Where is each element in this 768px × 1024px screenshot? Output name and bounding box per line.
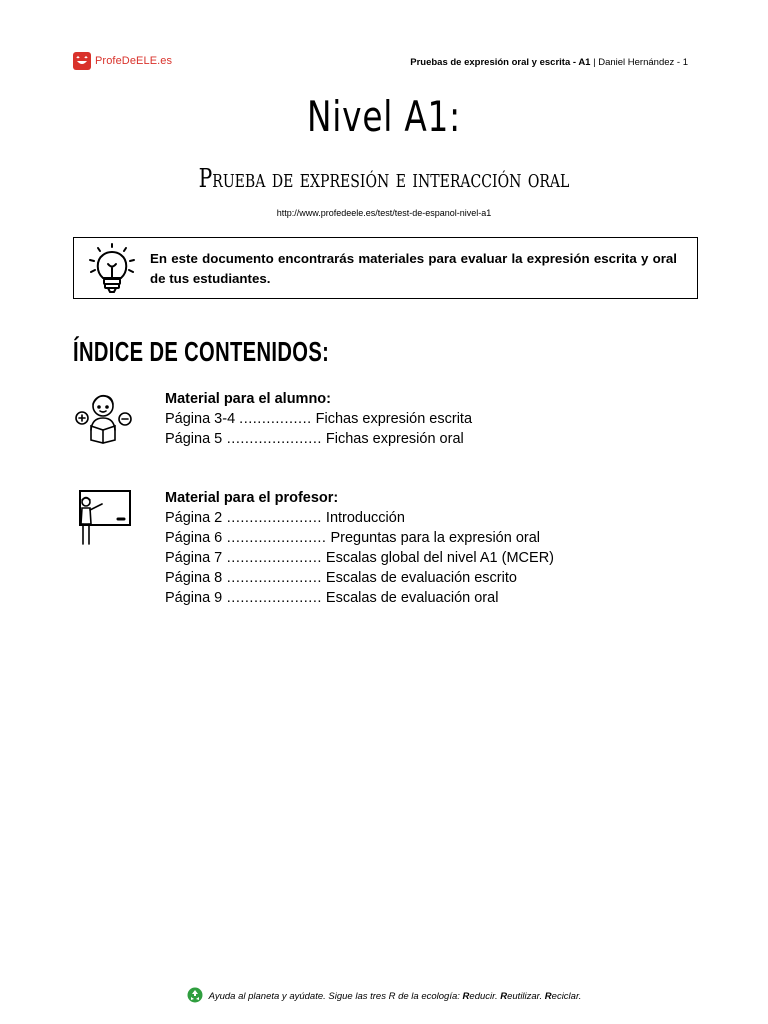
item-page: Página 9 [165,590,223,606]
item-leader: ..................... [222,431,322,447]
list-item[interactable] [165,588,554,608]
site-logo[interactable] [73,52,172,70]
footer-note [0,987,768,1006]
teacher-blackboard-icon [74,488,134,553]
item-label: Preguntas para la expresión oral [326,530,541,546]
document-info [410,57,688,68]
item-page: Página 5 [165,431,223,447]
item-leader: ..................... [222,510,322,526]
item-label: Escalas de evaluación oral [321,590,499,606]
list-item[interactable] [165,429,472,449]
footer-w2: eutilizar. [507,991,545,1003]
item-page: Página 6 [165,530,223,546]
logo-text: ProfeDeELE.es [95,55,173,67]
item-label: Introducción [321,510,405,526]
page-subtitle: Prueba de expresión e interacción oral [198,164,570,194]
footer-w1: educir. [469,991,501,1003]
item-leader: ..................... [222,570,322,586]
item-label: Escalas de evaluación escrito [321,570,517,586]
footer-r2: R [500,991,508,1003]
item-leader: ..................... [222,550,322,566]
list-item[interactable] [165,528,554,548]
item-label: Fichas expresión oral [321,431,464,447]
info-text: En este documento encontrarás materiales para evaluar la expresión escrita y oral de tus estudiantes. [150,251,677,286]
document-info-title: Pruebas de expresión oral y escrita - A1 [410,57,591,68]
source-url[interactable]: http://www.profedeele.es/test/test-de-espanol-nivel-a1 [276,208,492,218]
student-materials [165,389,472,449]
item-label: Fichas expresión escrita [311,411,473,427]
item-page: Página 2 [165,510,223,526]
document-info-author: | Daniel Hernández - 1 [590,57,688,68]
item-page: Página 7 [165,550,223,566]
item-page: Página 3-4 [165,411,240,427]
recycle-icon [187,987,203,1006]
info-box [73,237,698,299]
list-item[interactable] [165,548,554,568]
list-item[interactable] [165,508,554,528]
footer-w3: eciclar. [551,991,582,1003]
smile-logo-icon [73,52,91,70]
item-leader: ................ [239,411,312,427]
teacher-materials-heading: Material para el profesor: [165,490,339,506]
teacher-materials [165,488,554,608]
list-item[interactable] [165,568,554,588]
lightbulb-icon [86,242,138,301]
item-leader: ...................... [222,530,327,546]
item-page: Página 8 [165,570,223,586]
student-materials-heading: Material para el alumno: [165,391,331,407]
page-title: Nivel A1: [307,92,461,141]
index-title: ÍNDICE DE CONTENIDOS: [73,336,330,367]
footer-r1: R [462,991,470,1003]
item-label: Escalas global del nivel A1 (MCER) [321,550,554,566]
footer-r3: R [544,991,552,1003]
item-leader: ..................... [222,590,322,606]
footer-prefix: Ayuda al planeta y ayúdate. Sigue las tres R de la ecología: [208,991,463,1003]
student-reading-icon [74,388,132,451]
list-item[interactable] [165,409,472,429]
